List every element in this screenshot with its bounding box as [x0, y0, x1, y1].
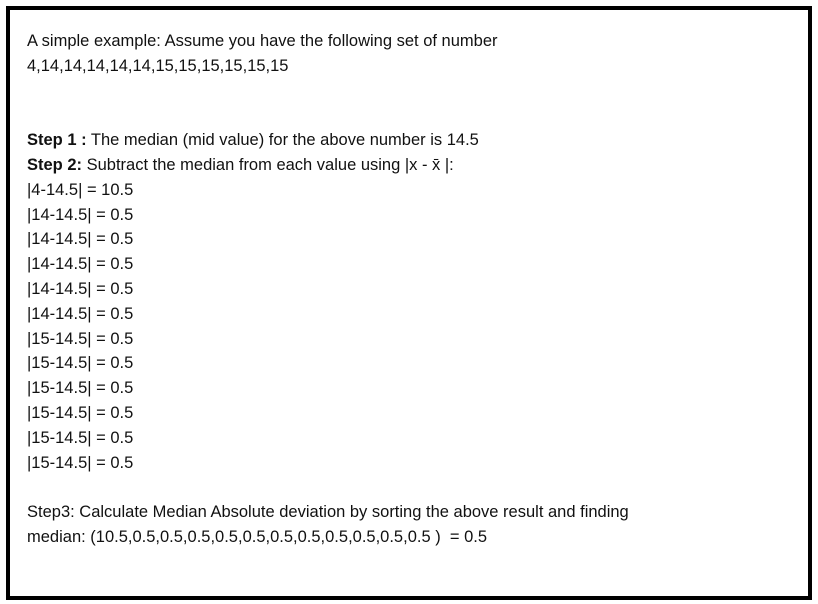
step3-result: median: (10.5,0.5,0.5,0.5,0.5,0.5,0.5,0.5,0.5,0.5,0.5,0.5 ) = 0.5 — [27, 527, 488, 546]
deviation-line: |15-14.5| = 0.5 — [27, 403, 134, 422]
deviation-line: |15-14.5| = 0.5 — [27, 379, 134, 398]
deviation-line: |14-14.5| = 0.5 — [27, 255, 134, 274]
step3-line: Step3: Calculate Median Absolute deviation by sorting the above result and finding — [27, 503, 629, 522]
step1-line — [27, 128, 798, 153]
deviation-line: |14-14.5| = 0.5 — [27, 279, 134, 298]
document-content — [27, 29, 798, 550]
step2-line — [27, 153, 798, 178]
number-set: 4,14,14,14,14,14,15,15,15,15,15,15 — [27, 56, 289, 75]
deviation-line: |14-14.5| = 0.5 — [27, 304, 134, 323]
deviation-line: |14-14.5| = 0.5 — [27, 205, 134, 224]
deviation-line: |4-14.5| = 10.5 — [27, 180, 134, 199]
deviation-line: |15-14.5| = 0.5 — [27, 354, 134, 373]
spacer — [27, 79, 798, 129]
step1-text: The median (mid value) for the above number is 14.5 — [86, 131, 479, 150]
deviation-line: |15-14.5| = 0.5 — [27, 329, 134, 348]
deviation-line: |14-14.5| = 0.5 — [27, 230, 134, 249]
deviation-line: |15-14.5| = 0.5 — [27, 453, 134, 472]
step1-label: Step 1 : — [27, 131, 87, 150]
deviation-line: |15-14.5| = 0.5 — [27, 428, 134, 447]
spacer — [27, 475, 798, 500]
intro-line: A simple example: Assume you have the following set of number — [27, 32, 498, 50]
document-frame — [6, 6, 812, 600]
deviation-list — [27, 178, 798, 476]
step2-label: Step 2: — [27, 155, 83, 174]
step2-text: Subtract the median from each value using |x - x̄ |: — [82, 155, 454, 174]
